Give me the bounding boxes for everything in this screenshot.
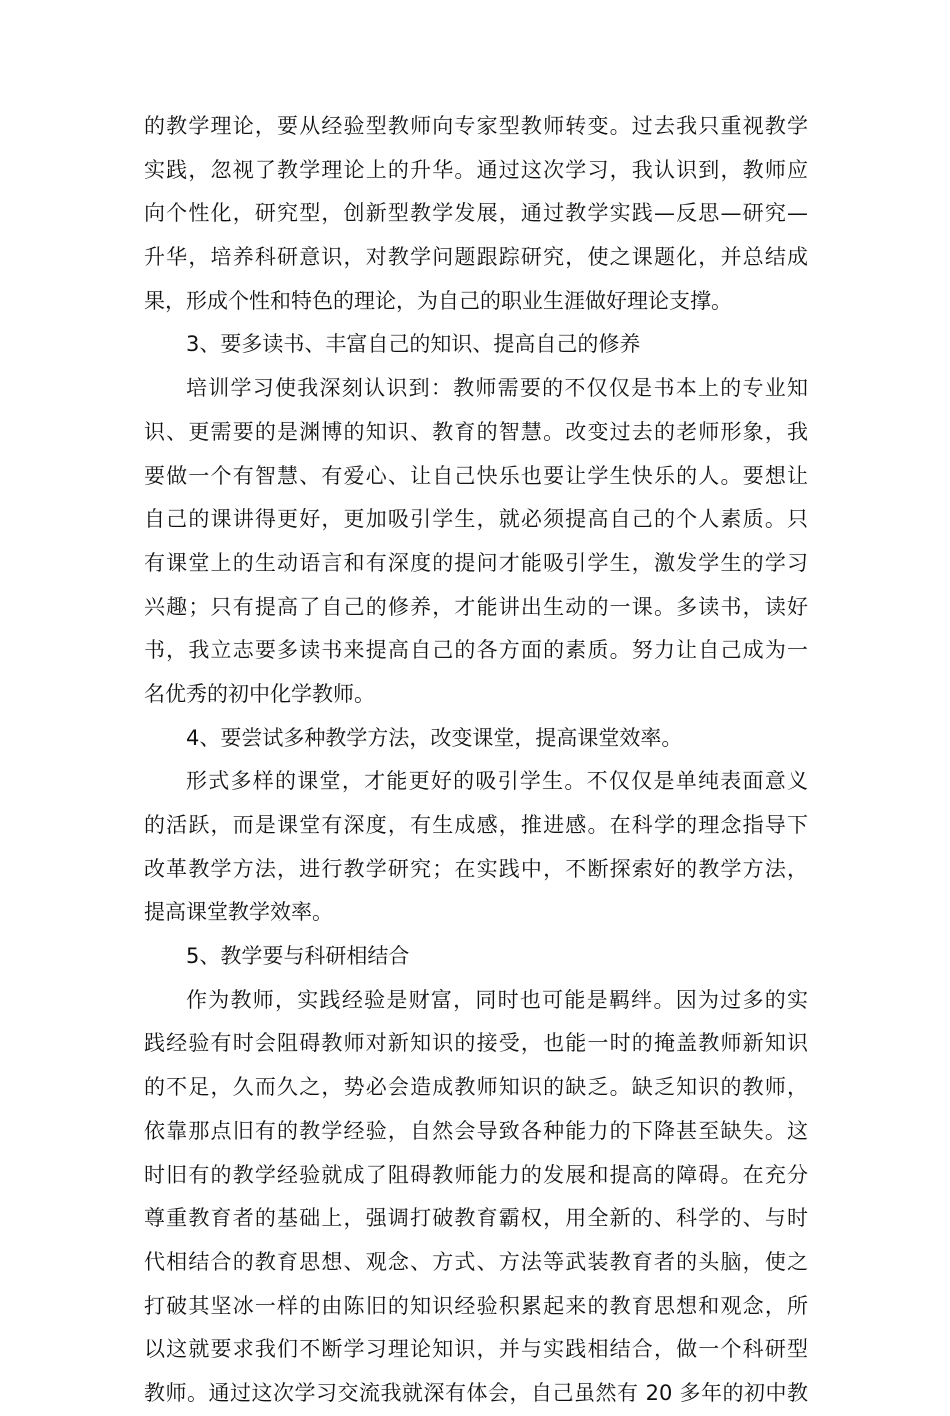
text-line: 有课堂上的生动语言和有深度的提问才能吸引学生，激发学生的学习 <box>144 550 808 575</box>
text-line: 书，我立志要多读书来提高自己的各方面的素质。努力让自己成为一 <box>144 638 808 663</box>
text-line: 依靠那点旧有的教学经验，自然会导致各种能力的下降甚至缺失。这 <box>144 1118 808 1143</box>
text-line: 升华，培养科研意识，对教学问题跟踪研究，使之课题化，并总结成 <box>144 245 808 270</box>
text-line: 尊重教育者的基础上，强调打破教育霸权，用全新的、科学的、与时 <box>144 1206 808 1231</box>
text-line: 代相结合的教育思想、观念、方式、方法等武装教育者的头脑，使之 <box>144 1249 808 1274</box>
text-line: 时旧有的教学经验就成了阻碍教师能力的发展和提高的障碍。在充分 <box>144 1162 808 1187</box>
text-line: 培训学习使我深刻认识到：教师需要的不仅仅是书本上的专业知 <box>186 376 808 401</box>
text-line: 的教学理论，要从经验型教师向专家型教师转变。过去我只重视教学 <box>144 114 808 138</box>
text-line: 教师。通过这次学习交流我就深有体会，自己虽然有 20 多年的初中教 <box>144 1380 808 1405</box>
text-line: 自己的课讲得更好，更加吸引学生，就必须提高自己的个人素质。只 <box>144 507 808 532</box>
text-line: 实践，忽视了教学理论上的升华。通过这次学习，我认识到，教师应 <box>144 157 808 182</box>
text-line: 3、要多读书、丰富自己的知识、提高自己的修养 <box>186 332 641 357</box>
text-line: 的不足，久而久之，势必会造成教师知识的缺乏。缺乏知识的教师， <box>144 1075 808 1100</box>
text-line: 向个性化，研究型，创新型教学发展，通过教学实践—反思—研究— <box>144 201 808 226</box>
text-line: 打破其坚冰一样的由陈旧的知识经验积累起来的教育思想和观念，所 <box>144 1293 808 1318</box>
text-line: 要做一个有智慧、有爱心、让自己快乐也要让学生快乐的人。要想让 <box>144 463 808 488</box>
text-line: 兴趣；只有提高了自己的修养，才能讲出生动的一课。多读书，读好 <box>144 594 808 619</box>
body-text <box>144 105 808 1416</box>
text-line: 4、要尝试多种教学方法，改变课堂，提高课堂效率。 <box>186 725 683 750</box>
text-line: 名优秀的初中化学教师。 <box>144 681 375 706</box>
text-line: 识、更需要的是渊博的知识、教育的智慧。改变过去的老师形象，我 <box>144 419 808 444</box>
text-line: 5、教学要与科研相结合 <box>186 944 410 969</box>
text-line: 果，形成个性和特色的理论，为自己的职业生涯做好理论支撑。 <box>144 288 732 313</box>
text-line: 改革教学方法，进行教学研究；在实践中，不断探索好的教学方法， <box>144 856 808 881</box>
text-line: 以这就要求我们不断学习理论知识，并与实践相结合，做一个科研型 <box>144 1337 808 1362</box>
text-line: 提高课堂教学效率。 <box>144 900 333 925</box>
text-line: 的活跃，而是课堂有深度，有生成感，推进感。在科学的理念指导下 <box>144 813 808 837</box>
text-line: 形式多样的课堂，才能更好的吸引学生。不仅仅是单纯表面意义 <box>186 769 808 794</box>
text-line: 作为教师，实践经验是财富，同时也可能是羁绊。因为过多的实 <box>186 987 808 1012</box>
text-line: 践经验有时会阻碍教师对新知识的接受，也能一时的掩盖教师新知识 <box>144 1031 808 1056</box>
